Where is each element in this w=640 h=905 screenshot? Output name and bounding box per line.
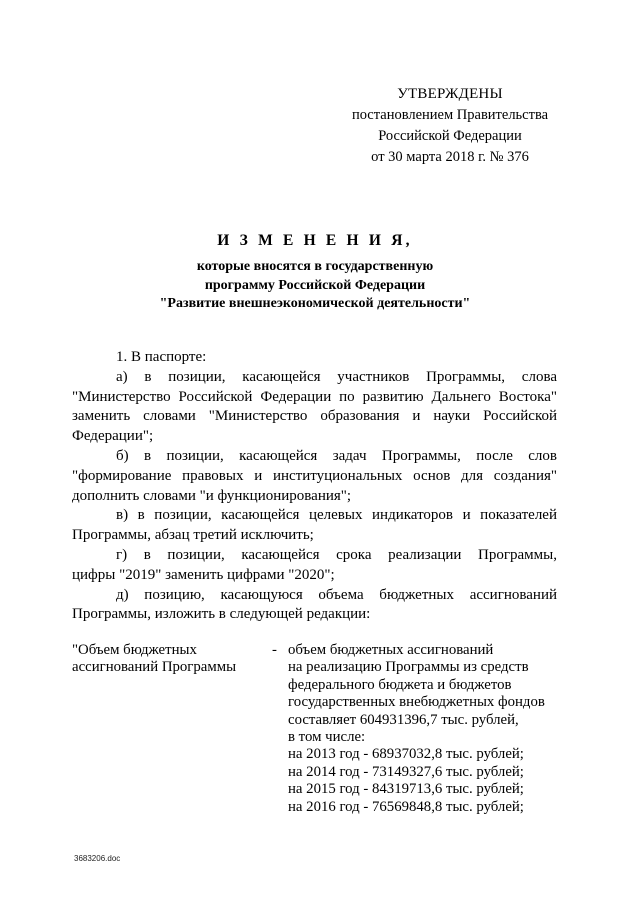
position-name-line: ассигнований Программы xyxy=(72,659,237,676)
position-value-line: на реализацию Программы из средств xyxy=(288,659,529,676)
paragraph-line: б) в позиции, касающейся задач Программы, после слов xyxy=(116,447,557,464)
paragraph-g xyxy=(72,546,557,586)
document-heading xyxy=(100,232,530,314)
paragraph-line: "Министерство Российской Федерации по развитию Дальнего Востока" xyxy=(72,388,557,405)
position-name xyxy=(72,642,262,677)
document-body xyxy=(72,348,557,625)
approval-stamp xyxy=(330,84,570,168)
position-value-line: государственных внебюджетных фондов xyxy=(288,694,545,711)
paragraph-line: заменить словами "Министерство образования и науки Российской xyxy=(72,408,557,425)
paragraph-line: дополнить словами "и функционирования"; xyxy=(72,487,352,504)
heading-subtitle-line: "Развитие внешнеэкономической деятельности" xyxy=(159,296,471,311)
paragraph-line: Программы, абзац третий исключить; xyxy=(72,527,314,544)
position-value-line: на 2014 год - 73149327,6 тыс. рублей; xyxy=(288,763,524,780)
paragraph-1: 1. В паспорте: xyxy=(116,349,207,365)
position-value-line: объем бюджетных ассигнований xyxy=(288,642,494,658)
position-value-line: на 2015 год - 84319713,6 тыс. рублей; xyxy=(288,781,524,798)
paragraph-b xyxy=(72,447,557,506)
paragraph-line: а) в позиции, касающейся участников Программы, слова xyxy=(116,368,557,385)
position-value-line: в том числе: xyxy=(288,729,366,746)
heading-title: И З М Е Н Е Н И Я, xyxy=(217,232,413,249)
paragraph-line: г) в позиции, касающейся срока реализации Программы, xyxy=(116,546,557,563)
approval-line: Российской Федерации xyxy=(378,128,522,144)
approval-line: от 30 марта 2018 г. № 376 xyxy=(371,149,529,165)
approval-title: УТВЕРЖДЕНЫ xyxy=(397,86,503,102)
dash-separator: - xyxy=(272,642,277,658)
position-value-line: федерального бюджета и бюджетов xyxy=(288,676,512,693)
document-file-code: 3683206.doc xyxy=(74,854,121,863)
paragraph-line: "формирование правовых и институциональных основ для создания" xyxy=(72,467,557,484)
position-value-line: на 2013 год - 68937032,8 тыс. рублей; xyxy=(288,746,524,763)
paragraph-line: Программы, изложить в следующей редакции: xyxy=(72,606,371,623)
paragraph-line: Федерации"; xyxy=(72,428,154,445)
position-value xyxy=(288,642,573,816)
position-value-line: на 2016 год - 76569848,8 тыс. рублей; xyxy=(288,798,524,815)
position-name-line: "Объем бюджетных xyxy=(72,642,197,658)
heading-subtitle-line: которые вносятся в государственную xyxy=(196,259,434,274)
paragraph-line: в) в позиции, касающейся целевых индикаторов и показателей xyxy=(116,507,557,524)
paragraph-d xyxy=(72,586,557,626)
heading-subtitle-line: программу Российской Федерации xyxy=(204,277,426,293)
approval-line: постановлением Правительства xyxy=(351,107,549,123)
paragraph-v xyxy=(72,506,557,546)
position-value-line: составляет 604931396,7 тыс. рублей, xyxy=(288,711,519,728)
paragraph-a xyxy=(72,368,557,447)
paragraph-line: д) позицию, касающуюся объема бюджетных ассигнований xyxy=(116,586,557,603)
paragraph-line: цифры "2019" заменить цифрами "2020"; xyxy=(72,566,335,583)
